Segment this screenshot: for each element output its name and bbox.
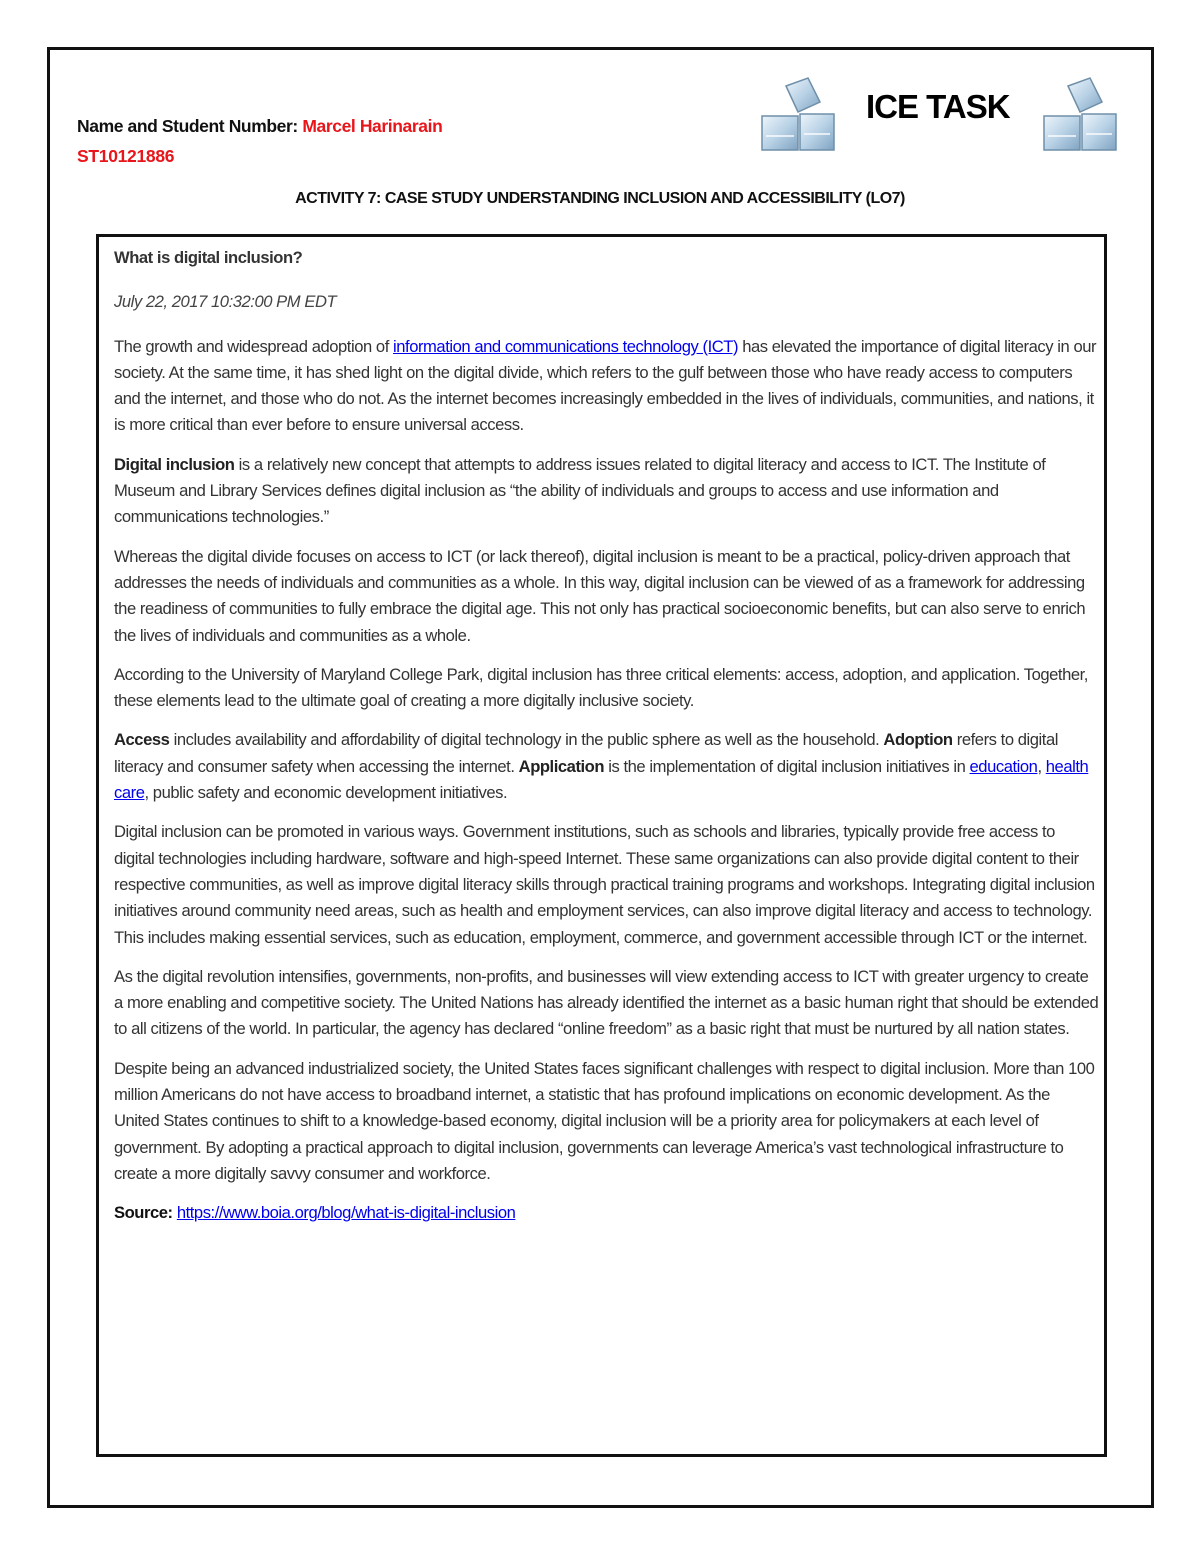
- article-date: July 22, 2017 10:32:00 PM EDT: [114, 292, 337, 312]
- paragraph-3: Whereas the digital divide focuses on access to ICT (or lack thereof), digital inclusion is meant to be a practical, policy-driven approach that addresses the needs of individuals and communities as a whole. In this way, digital inclusion can be viewed of as a framework for addressing the readiness of communities to fully embrace the digital age. This not only has practical socioeconomic benefits, but can also serve to enrich the lives of individuals and communities as a whole.: [114, 546, 1086, 645]
- article-title: What is digital inclusion?: [114, 248, 303, 267]
- bold-term: Access: [114, 730, 170, 750]
- text: is a relatively new concept that attempts to address issues related to digital literacy and access to ICT. The Institute of Museum and Library Services defines digital inclusion as “the ability of individuals and groups to access and use information and communications technologies.”: [114, 454, 1046, 527]
- student-name: Marcel Harinarain: [302, 116, 443, 136]
- ict-link[interactable]: information and communications technology (ICT): [393, 336, 739, 356]
- source-line: [114, 1200, 1099, 1226]
- paragraph-2: [114, 452, 1099, 531]
- paragraph-1: [114, 334, 1099, 439]
- student-number: ST10121886: [77, 146, 175, 166]
- health-care-link[interactable]: health care: [114, 756, 1089, 803]
- activity-title: ACTIVITY 7: CASE STUDY UNDERSTANDING INCLUSION AND ACCESSIBILITY (LO7): [295, 190, 905, 207]
- paragraph-4: According to the University of Maryland College Park, digital inclusion has three critical elements: access, adoption, and application. Together, these elements lead to the ultimate goal of creating a more digitally inclusive society.: [114, 664, 1088, 711]
- ice-cubes-icon: [756, 76, 844, 156]
- case-study-content: [114, 245, 1099, 1240]
- source-label: Source:: [114, 1203, 173, 1223]
- text: ,: [1037, 756, 1046, 776]
- paragraph-5: [114, 727, 1099, 806]
- education-link[interactable]: education: [969, 756, 1038, 776]
- paragraph-8: Despite being an advanced industrialized society, the United States faces significant challenges with respect to digital inclusion. More than 100 million Americans do not have access to broadband internet, a statistic that has profound implications on economic development. As the United States continues to shift to a knowledge-based economy, digital inclusion will be a priority area for policymakers at each level of government. By adopting a practical approach to digital inclusion, governments can leverage America’s vast technological infrastructure to create a more digitally savvy consumer and workforce.: [114, 1058, 1095, 1183]
- ice-task-title: ICE TASK: [866, 88, 1010, 125]
- paragraph-7: As the digital revolution intensifies, governments, non-profits, and businesses will view extending access to ICT with greater urgency to create a more enabling and competitive society. The United Nations has already identified the internet as a basic human right that should be extended to all citizens of the world. In particular, the agency has declared “online freedom” as a basic right that must be nurtured by all nation states.: [114, 966, 1099, 1039]
- ice-cubes-icon: [1038, 76, 1126, 156]
- text: has elevated the importance of digital literacy in our society. At the same time, it has shed light on the digital divide, which refers to the gulf between those who have ready access to computers and the internet, and those who do not. As the internet becomes increasingly embedded in the lives of individuals, communities, and nations, it is more critical than ever before to ensure universal access.: [114, 336, 1097, 435]
- text: The growth and widespread adoption of: [114, 336, 394, 356]
- source-link[interactable]: https://www.boia.org/blog/what-is-digital-inclusion: [176, 1203, 516, 1223]
- paragraph-6: Digital inclusion can be promoted in various ways. Government institutions, such as schools and libraries, typically provide free access to digital technologies including hardware, software and high-speed Internet. These same organizations can also provide digital content to their respective communities, as well as improve digital literacy skills through practical training programs and workshops. Integrating digital inclusion initiatives around community need areas, such as health and employment services, can also improve digital literacy and access to technology. This includes making essential services, such as education, employment, commerce, and government accessible through ICT or the internet.: [114, 822, 1095, 947]
- text: , public safety and economic development initiatives.: [144, 783, 508, 803]
- bold-term: Adoption: [883, 730, 953, 750]
- bold-term: Digital inclusion: [114, 454, 235, 474]
- text: refers to digital literacy and consumer safety when accessing the internet.: [114, 730, 1058, 776]
- name-label: Name and Student Number:: [77, 116, 298, 136]
- text: is the implementation of digital inclusion initiatives in: [604, 756, 970, 776]
- text: includes availability and affordability of digital technology in the public sphere as well as the household.: [169, 730, 884, 750]
- name-student-number-line: [77, 116, 442, 137]
- bold-term: Application: [518, 756, 605, 776]
